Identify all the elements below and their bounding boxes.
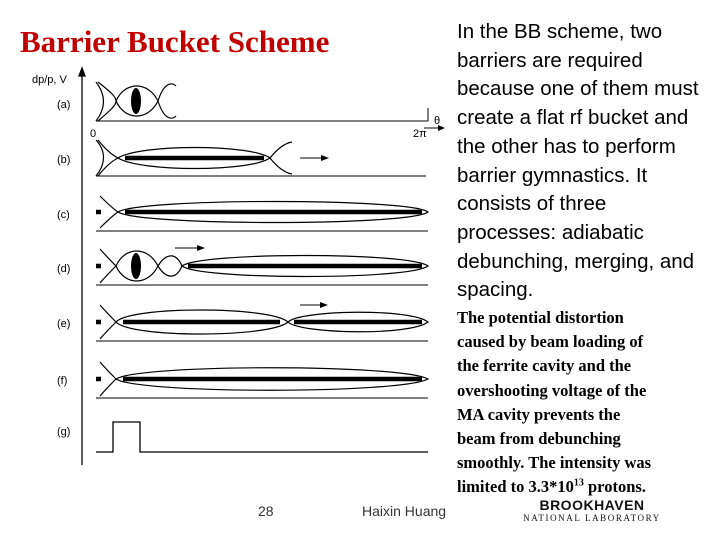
body-line: the other has to perform [457, 134, 676, 158]
body-line: create a flat rf bucket and [457, 106, 689, 130]
row-label-e: (e) [57, 318, 71, 330]
note-line: caused by beam loading of [457, 332, 644, 352]
row-label-c: (c) [57, 209, 70, 221]
body-line: In the BB scheme, two [457, 20, 663, 43]
body-line: barrier gymnastics. It [457, 163, 648, 187]
note-line: beam from debunching [457, 429, 621, 449]
note-paragraph [457, 306, 719, 500]
body-line: debunching, merging, and [457, 249, 695, 273]
body-line: barriers are required [457, 48, 643, 72]
row-f [96, 362, 428, 398]
note-line: overshooting voltage of the [457, 380, 647, 400]
note-last-prefix: limited to 3.3*10 [457, 477, 574, 497]
zero-label: 0 [90, 128, 97, 140]
note-line: MA cavity prevents the [457, 404, 621, 424]
axis-label: dp/p, V [32, 74, 67, 86]
note-line: The potential distortion [457, 308, 624, 327]
body-line: spacing. [457, 278, 534, 302]
row-a [96, 82, 428, 121]
note-line: smoothly. The intensity was [457, 453, 652, 473]
vertical-axis [79, 68, 85, 465]
logo-line1: BROOKHAVEN [539, 497, 645, 513]
note-exponent: 13 [573, 477, 584, 489]
two-pi-label: 2π [413, 128, 427, 140]
row-g [96, 422, 428, 452]
body-line: processes: adiabatic [457, 220, 644, 244]
body-line: because one of them must [457, 77, 699, 101]
note-line: the ferrite cavity and the [457, 356, 632, 376]
slide-title: Barrier Bucket Scheme [20, 24, 330, 59]
row-e [96, 302, 428, 341]
row-d [96, 245, 428, 285]
body-line: consists of three [457, 192, 607, 216]
row-label-b: (b) [57, 154, 71, 166]
row-c [96, 196, 428, 231]
author-name: Haixin Huang [362, 503, 447, 519]
brookhaven-logo [522, 497, 662, 523]
page-number: 28 [258, 503, 274, 519]
logo-line2: NATIONAL LABORATORY [523, 513, 661, 523]
row-label-f: (f) [57, 375, 68, 387]
row-label-g: (g) [57, 426, 71, 438]
note-last-suffix: protons. [583, 477, 646, 497]
row-label-d: (d) [57, 263, 71, 275]
body-paragraph [457, 18, 715, 305]
row-label-a: (a) [57, 99, 71, 111]
theta-label: θ [434, 115, 441, 127]
note-line-last [457, 475, 719, 499]
row-b [96, 140, 426, 176]
